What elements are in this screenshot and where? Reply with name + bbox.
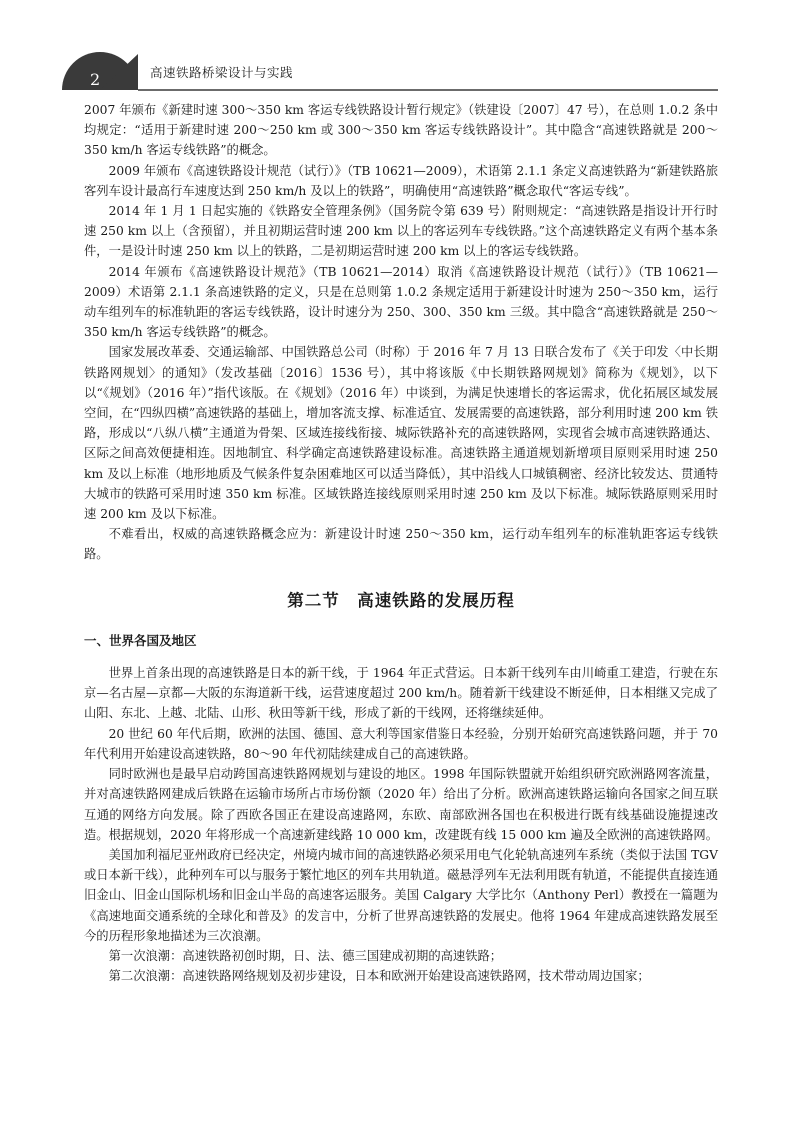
page-number: 2 xyxy=(90,70,101,89)
paragraph: 2014 年颁布《高速铁路设计规范》（TB 10621—2014）取消《高速铁路设计规范（试行）》（TB 10621—2009）术语第 2.1.1 条高速铁路的定义，只是在总则第 1.0.2 条规定适用于新建设计时速为 250～350 km，运行动车组列车的标准轨距的客运专线铁路，设计时速分为 250、300、350 km 三级。其中隐含“高速铁路就是 250～350 km/h 客运专线铁路”的概念。 xyxy=(84,264,718,340)
paragraph: 2007 年颁布《新建时速 300～350 km 客运专线铁路设计暂行规定》（铁建设〔2007〕47 号），在总则 1.0.2 条中均规定：“适用于新建时速 200～250 km 或 300～350 km 客运专线铁路设计”。其中隐含“高速铁路就是 200～350 km/h 客运专线铁路”的概念。 xyxy=(84,103,718,158)
paragraph: 第二次浪潮：高速铁路网络规划及初步建设，日本和欧洲开始建设高速铁路网，技术带动周边国家； xyxy=(108,969,650,984)
paragraph: 世界上首条出现的高速铁路是日本的新干线，于 1964 年正式营运。日本新干线列车由川崎重工建造，行驶在东京—名古屋—京都—大阪的东海道新干线，运营速度超过 200 km/h。随着新干线建设不断延伸，日本相继又完成了山阳、东北、上越、北陆、山形、秋田等新干线，形成了新的干线网，还将继续延伸。 xyxy=(84,666,718,721)
header-decoration xyxy=(0,0,800,100)
section-title: 第二节 高速铁路的发展历程 xyxy=(287,590,515,610)
paragraph: 不难看出，权威的高速铁路概念应为：新建设计时速 250～350 km，运行动车组列车的标准轨距客运专线铁路。 xyxy=(84,527,718,562)
page-body xyxy=(84,100,718,986)
paragraph: 国家发展改革委、交通运输部、中国铁路总公司（时称）于 2016 年 7 月 13 日联合发布了《关于印发〈中长期铁路网规划〉的通知》（发改基础〔2016〕1536 号），其中将该版《中长期铁路网规划》简称为《规划》，以下以“《规划》（2016 年）”指代该版。在《规划》（2016 年）中谈到，为满足快速增长的客运需求，优化拓展区域发展空间，在“四纵四横”高速铁路的基础上，增加客流支撑、标准适宜、发展需要的高速铁路，部分利用时速 200 km 铁路，形成以“八纵八横”主通道为骨架、区域连接线衔接、城际铁路补充的高速铁路网，实现省会城市高速铁路通达、区际之间高效便捷相连。因地制宜、科学确定高速铁路建设标准。高速铁路主通道规划新增项目原则采用时速 250 km 及以上标准（地形地质及气候条件复杂困难地区可以适当降低），其中沿线人口城镇稠密、经济比较发达、贯通特大城市的铁路可采用时速 350 km 标准。区域铁路连接线原则采用时速 250 km 及以下标准。城际铁路原则采用时速 200 km 及以下标准。 xyxy=(84,345,718,522)
page-header xyxy=(0,0,800,100)
paragraph: 20 世纪 60 年代后期，欧洲的法国、德国、意大利等国家借鉴日本经验，分别开始研究高速铁路问题，并于 70 年代利用开始建设高速铁路，80～90 年代初陆续建成自己的高速铁路。 xyxy=(84,726,718,761)
paragraph: 2009 年颁布《高速铁路设计规范（试行）》（TB 10621—2009），术语第 2.1.1 条定义高速铁路为“新建铁路旅客列车设计最高行车速度达到 250 km/h 及以上的铁路”，明确使用“高速铁路”概念取代“客运专线”。 xyxy=(84,163,718,198)
paragraph: 第一次浪潮：高速铁路初创时期，日、法、德三国建成初期的高速铁路； xyxy=(108,948,503,963)
paragraph: 同时欧洲也是最早启动跨国高速铁路网规划与建设的地区。1998 年国际铁盟就开始组织研究欧洲路网客流量，并对高速铁路网建成后铁路在运输市场所占市场份额（2020 年）给出了分析。欧洲高速铁路运输向各国家之间互联互通的网络方向发展。除了西欧各国正在建设高速路网，东欧、南部欧洲各国也在积极进行既有线基础设施提速改造。根据规划，2020 年将形成一个高速新建线路 10 000 km，改建既有线 15 000 km 遍及全欧洲的高速铁路网。 xyxy=(84,767,719,842)
paragraph: 美国加利福尼亚州政府已经决定，州境内城市间的高速铁路必须采用电气化轮轨高速列车系统（类似于法国 TGV 或日本新干线），此种列车可以与服务于繁忙地区的列车共用轨道。磁悬浮列车无法利用既有轨道，不能提供直接连通旧金山、旧金山国际机场和旧金山半岛的高速客运服务。美国 Calgary 大学比尔（Anthony Perl）教授在一篇题为《高速地面交通系统的全球化和普及》的发言中，分析了世界高速铁路的发展史。他将 1964 年建成高速铁路发展至今的历程形象地描述为三次浪潮。 xyxy=(84,847,718,943)
running-title: 高速铁路桥梁设计与实践 xyxy=(150,65,294,80)
paragraph: 2014 年 1 月 1 日起实施的《铁路安全管理条例》（国务院令第 639 号）附则规定：“高速铁路是指设计开行时速 250 km 以上（含预留），并且初期运营时速 200 km 以上的客运列车专线铁路。”这个高速铁路定义有两个基本条件，一是设计时速 250 km 以上的铁路，二是初期运营时速 200 km 以上的客运专线铁路。 xyxy=(84,204,718,259)
subsection-title: 一、世界各国及地区 xyxy=(84,632,197,648)
